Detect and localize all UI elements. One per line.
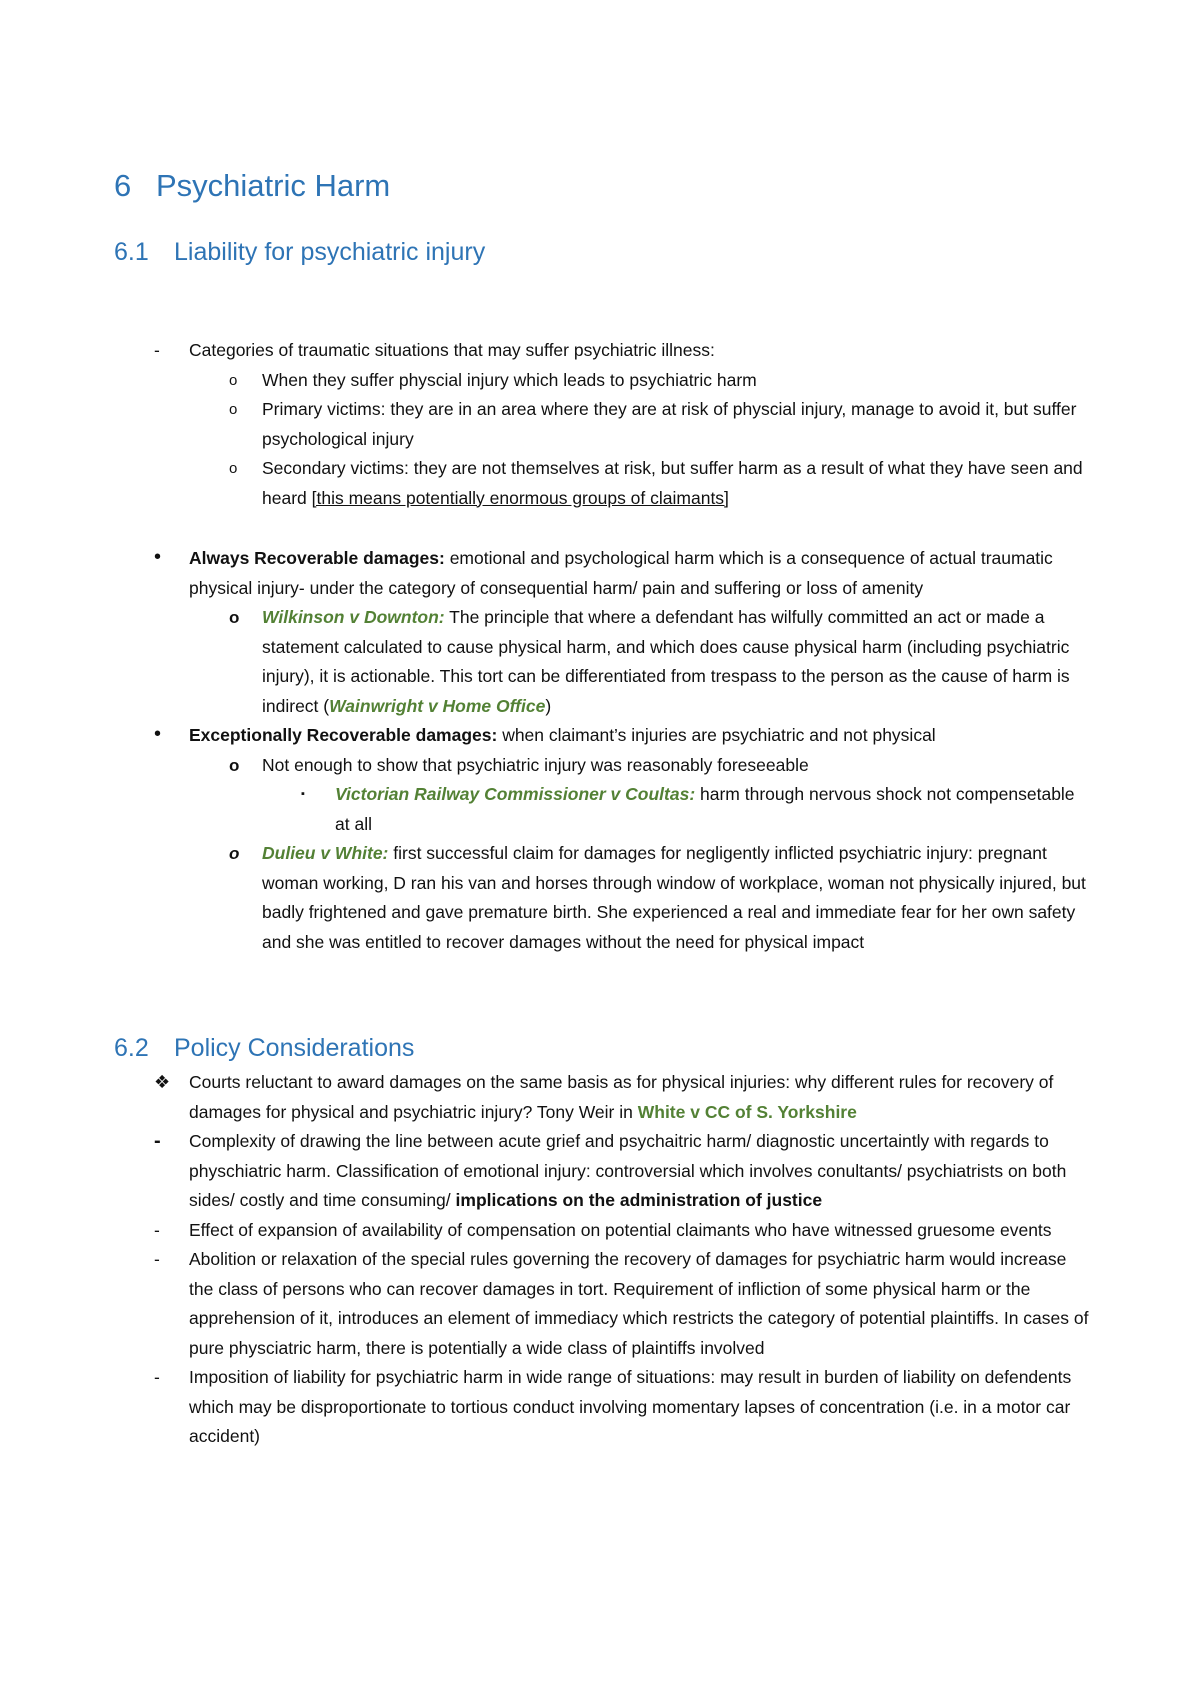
case-text: first successful claim for damages for negligently inflicted psychiatric injury: pregnant woman working, D ran his van and horses through window of workplace, woman not physically injured, but badly frightened and gave premature birth. She experienced a real and immediate fear for her own safety and she was entitled to recover damages without the need for physical impact — [262, 843, 1086, 952]
exceptionally-recoverable — [189, 721, 1090, 751]
list-item — [0, 544, 1200, 603]
damages-list — [0, 544, 1200, 957]
dash-bullet: - — [154, 340, 160, 360]
square-bullet: ▪ — [301, 788, 305, 800]
list-item — [0, 336, 1200, 366]
exceptional-label: Exceptionally Recoverable damages: — [189, 725, 498, 745]
case-close: ) — [545, 695, 552, 716]
list-item — [0, 1127, 1200, 1216]
heading-title: Psychiatric Harm — [156, 168, 391, 203]
policy-expansion: Effect of expansion of availability of compensation on potential claimants who have witnessed gruesome events — [189, 1219, 1052, 1240]
policy-text: Complexity of drawing the line between acute grief and psychaitric harm/ diagnostic uncertaintly with regards to physchiatric harm. Classification of emotional injury: controversial which involves conultants/ psychiatrists on both sides/ costly and time consuming/ — [189, 1131, 1067, 1210]
category-physical: When they suffer physcial injury which leads to psychiatric harm — [262, 369, 757, 390]
list-item — [0, 603, 1200, 721]
list-item — [0, 839, 1200, 957]
category-secondary — [262, 454, 1090, 513]
policy-complexity — [189, 1127, 1090, 1216]
policy-imposition: Imposition of liability for psychiatric harm in wide range of situations: may result in burden of liability on defendents which may be disproportionate to tortious conduct involving momentary lapses of concentration (i.e. in a motor car accident) — [189, 1367, 1072, 1446]
heading-number: 6 — [114, 168, 132, 203]
diamond-bullet: ❖ — [154, 1072, 171, 1092]
categories-intro: Categories of traumatic situations that may suffer psychiatric illness: — [189, 340, 715, 360]
case-name: Wainwright v Home Office — [329, 695, 546, 716]
list-item — [0, 366, 1200, 396]
circle-bullet: o — [229, 401, 238, 418]
list-item — [0, 780, 1200, 839]
heading-policy — [114, 1032, 414, 1064]
circle-bullet: o — [229, 460, 238, 477]
dash-bullet: - — [154, 1130, 161, 1152]
section-number: 6.1 — [114, 238, 149, 266]
list-item — [0, 1245, 1200, 1363]
list-item — [0, 1363, 1200, 1452]
always-recoverable — [189, 544, 1090, 603]
wilkinson-case — [262, 603, 1090, 721]
foreseeable-point: Not enough to show that psychiatric injury was reasonably foreseeable — [262, 754, 809, 775]
case-text: harm through nervous shock not compensetable at all — [335, 784, 1075, 834]
list-item — [0, 1216, 1200, 1246]
policy-bold: implications on the administration of justice — [455, 1190, 823, 1210]
round-bullet: • — [154, 723, 162, 745]
heading-psychiatric-harm — [114, 166, 390, 206]
coultas-case — [335, 780, 1090, 839]
list-item — [0, 721, 1200, 751]
circle-bullet: o — [229, 608, 240, 627]
always-label: Always Recoverable damages: — [189, 548, 445, 568]
case-text: The principle that where a defendant has wilfully committed an act or made a statement calculated to cause physical harm, and which does cause physical harm (including psychiatric injury), it is actionable. This tort can be differentiated from trespass to the person as the cause of harm is indirect ( — [262, 607, 1070, 716]
section-title: Liability for psychiatric injury — [174, 238, 486, 266]
categories-list — [0, 336, 1200, 513]
dash-bullet: - — [154, 1367, 160, 1387]
policy-reluctance — [189, 1068, 1090, 1127]
case-name: White v CC of S. Yorkshire — [637, 1101, 857, 1122]
secondary-text: Secondary victims: they are not themselves at risk, but suffer harm as a result of what they have seen and heard — [262, 458, 1083, 508]
policy-abolition: Abolition or relaxation of the special rules governing the recovery of damages for psychiatric harm would increase the class of persons who can recover damages in tort. Requirement of infliction of some physical harm or the apprehension of it, introduces an element of immediacy which restricts the category of potential plaintiffs. In cases of pure physciatric harm, there is potentially a wide class of plaintiffs involved — [189, 1249, 1089, 1358]
heading-liability — [114, 236, 485, 268]
list-item — [0, 1068, 1200, 1127]
circle-bullet: o — [229, 844, 240, 863]
dash-bullet: - — [154, 1219, 160, 1240]
always-text: emotional and psychological harm which is a consequence of actual traumatic physical injury- under the category of consequential harm/ pain and suffering or loss of amenity — [189, 548, 1053, 598]
list-item — [0, 395, 1200, 454]
list-item — [0, 454, 1200, 513]
policy-list — [0, 1068, 1200, 1452]
case-name: Dulieu v White: — [262, 843, 389, 863]
policy-text: Courts reluctant to award damages on the same basis as for physical injuries: why different rules for recovery of damages for physical and psychiatric injury? Tony Weir in — [189, 1072, 1054, 1122]
circle-bullet: o — [229, 755, 240, 775]
dash-bullet: - — [154, 1249, 160, 1269]
list-item — [0, 751, 1200, 781]
dulieu-case — [262, 839, 1090, 957]
exceptional-text: when claimant’s injuries are psychiatric and not physical — [497, 725, 936, 745]
section-title: Policy Considerations — [174, 1034, 415, 1062]
section-number: 6.2 — [114, 1034, 149, 1062]
secondary-note: [this means potentially enormous groups of claimants] — [311, 487, 729, 508]
round-bullet: • — [154, 546, 162, 568]
case-name: Wilkinson v Downton: — [262, 607, 445, 627]
circle-bullet: o — [229, 371, 238, 389]
category-primary: Primary victims: they are in an area where they are at risk of physcial injury, manage to avoid it, but suffer psychological injury — [262, 399, 1077, 449]
case-name: Victorian Railway Commissioner v Coultas: — [335, 784, 696, 804]
